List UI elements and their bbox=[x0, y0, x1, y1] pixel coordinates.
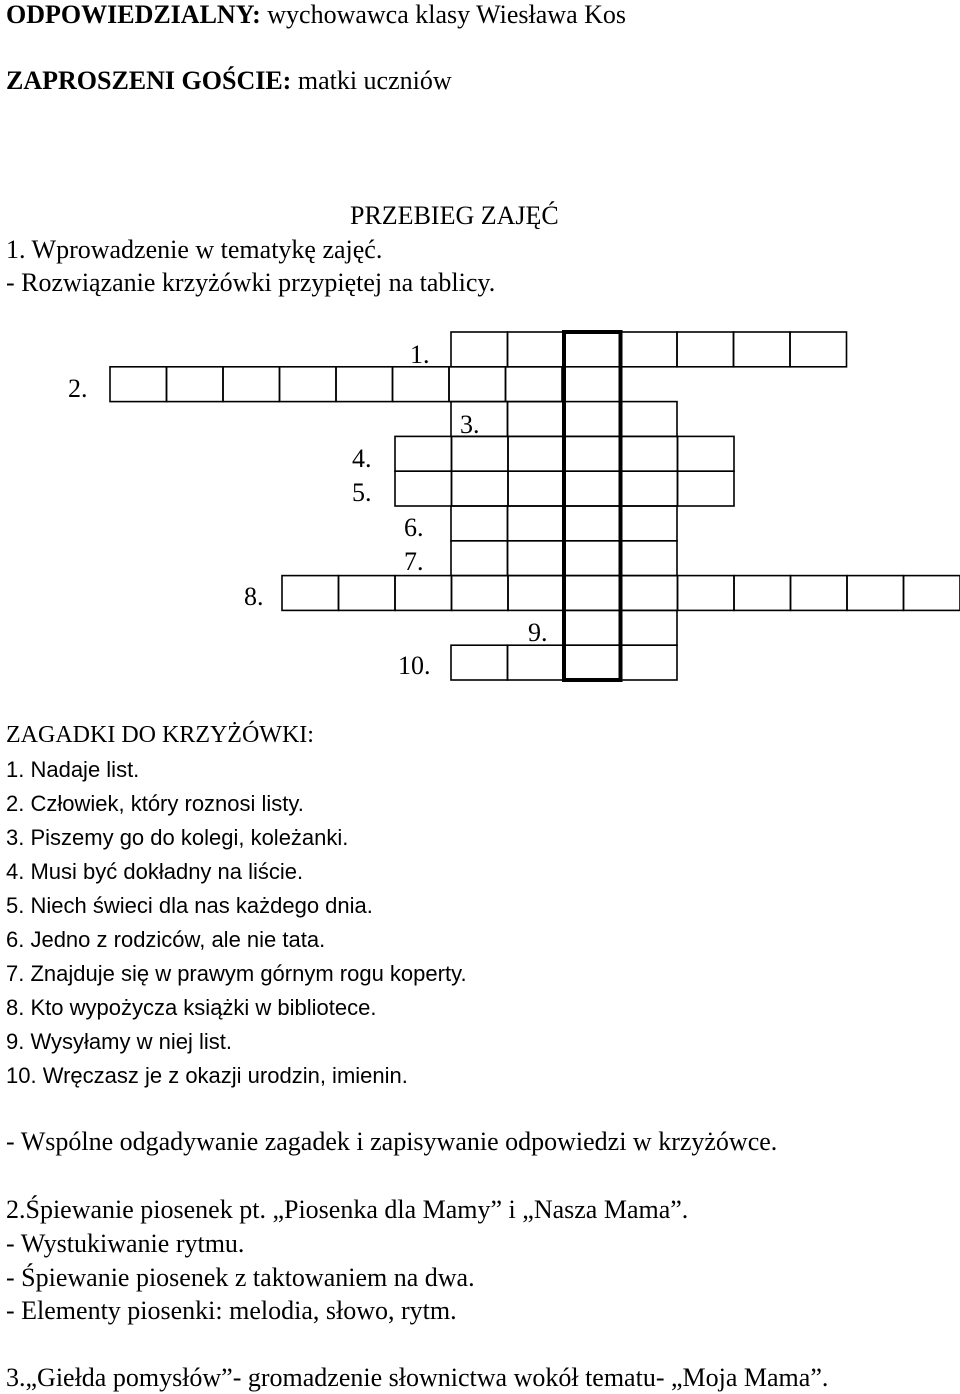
crossword-cell bbox=[508, 541, 565, 576]
crossword-cell bbox=[452, 436, 509, 471]
crossword-cell bbox=[565, 471, 622, 506]
crossword-cell bbox=[678, 436, 735, 471]
clue-item-5: 5. Niech świeci dla nas każdego dnia. bbox=[6, 893, 373, 918]
crossword-cell bbox=[564, 541, 621, 576]
crossword-number-3: 3. bbox=[460, 410, 480, 439]
crossword-number-10: 10. bbox=[398, 651, 431, 680]
crossword-number-9: 9. bbox=[528, 618, 548, 647]
crossword-number-5: 5. bbox=[352, 478, 372, 507]
crossword-cell bbox=[734, 576, 791, 611]
crossword-cell bbox=[621, 610, 678, 645]
crossword-cell bbox=[393, 367, 450, 402]
crossword-cell bbox=[395, 436, 452, 471]
crossword-cell bbox=[791, 576, 848, 611]
clue-item-8: 8. Kto wypożycza książki w bibliotece. bbox=[6, 995, 377, 1020]
clue-item-4: 4. Musi być dokładny na liście. bbox=[6, 859, 304, 884]
crossword-cell bbox=[564, 402, 621, 437]
crossword-cell bbox=[508, 506, 565, 541]
crossword-cell bbox=[110, 367, 167, 402]
crossword-cell bbox=[621, 471, 678, 506]
responsible-label: ODPOWIEDZIALNY: bbox=[6, 0, 261, 29]
activity-step-2-sub-1: - Wystukiwanie rytmu. bbox=[6, 1229, 245, 1258]
crossword-cell bbox=[564, 645, 621, 680]
crossword-cell bbox=[451, 506, 508, 541]
crossword-cell bbox=[677, 332, 734, 367]
clue-item-3: 3. Piszemy go do kolegi, koleżanki. bbox=[6, 825, 349, 850]
crossword-cell bbox=[452, 576, 509, 611]
clues-title: ZAGADKI DO KRZYŻÓWKI: bbox=[6, 722, 314, 748]
crossword-cell bbox=[508, 402, 565, 437]
crossword-cell bbox=[506, 367, 563, 402]
crossword-cell bbox=[904, 576, 960, 611]
intro-step-1-sub: - Rozwiązanie krzyżówki przypiętej na tablicy. bbox=[6, 268, 496, 297]
crossword-number-7: 7. bbox=[404, 547, 424, 576]
crossword-cell bbox=[621, 576, 678, 611]
crossword-number-1: 1. bbox=[410, 340, 430, 369]
crossword-cell bbox=[621, 436, 678, 471]
crossword-number-6: 6. bbox=[404, 513, 424, 542]
section-title: PRZEBIEG ZAJĘĆ bbox=[350, 201, 559, 230]
crossword-number-8: 8. bbox=[244, 582, 264, 611]
clue-item-7: 7. Znajduje się w prawym górnym rogu koperty. bbox=[6, 961, 467, 986]
activity-line-1: - Wspólne odgadywanie zagadek i zapisywanie odpowiedzi w krzyżówce. bbox=[6, 1127, 778, 1156]
crossword-cell bbox=[452, 471, 509, 506]
crossword-cell bbox=[451, 541, 508, 576]
crossword-cell bbox=[336, 367, 393, 402]
guests-value: matki uczniów bbox=[297, 66, 452, 95]
crossword-cell bbox=[621, 506, 678, 541]
crossword-cell bbox=[621, 332, 678, 367]
crossword-cell bbox=[282, 576, 339, 611]
crossword-cell bbox=[280, 367, 337, 402]
crossword-cell bbox=[565, 436, 622, 471]
crossword-cell bbox=[451, 402, 508, 437]
responsible-value: wychowawca klasy Wiesława Kos bbox=[267, 0, 627, 29]
crossword-cell bbox=[167, 367, 224, 402]
crossword-number-4: 4. bbox=[352, 444, 372, 473]
activity-step-2-sub-2: - Śpiewanie piosenek z taktowaniem na dwa. bbox=[6, 1263, 475, 1292]
crossword-cell bbox=[564, 506, 621, 541]
crossword-cell bbox=[790, 332, 847, 367]
clue-item-6: 6. Jedno z rodziców, ale nie tata. bbox=[6, 927, 326, 952]
clue-item-2: 2. Człowiek, który roznosi listy. bbox=[6, 791, 304, 816]
crossword-cell bbox=[678, 471, 735, 506]
crossword-cell bbox=[564, 332, 621, 367]
activity-step-2: 2.Śpiewanie piosenek pt. „Piosenka dla Mamy” i „Nasza Mama”. bbox=[6, 1195, 689, 1224]
crossword-cell bbox=[621, 402, 678, 437]
crossword-number-2: 2. bbox=[68, 374, 88, 403]
crossword-cell bbox=[621, 541, 678, 576]
crossword-cell bbox=[508, 576, 565, 611]
clue-item-1: 1. Nadaje list. bbox=[6, 757, 140, 782]
crossword-cell bbox=[564, 610, 621, 645]
crossword-cell bbox=[508, 436, 565, 471]
clue-item-10: 10. Wręczasz je z okazji urodzin, imienin. bbox=[6, 1063, 408, 1088]
crossword-cell bbox=[223, 367, 280, 402]
crossword-cell bbox=[451, 332, 508, 367]
activity-step-2-sub-3: - Elementy piosenki: melodia, słowo, rytm. bbox=[6, 1296, 457, 1325]
crossword-cell bbox=[395, 471, 452, 506]
crossword-cell bbox=[508, 332, 565, 367]
crossword-cell bbox=[395, 576, 452, 611]
crossword-cell bbox=[847, 576, 904, 611]
crossword-cell bbox=[621, 645, 678, 680]
crossword-cell bbox=[508, 471, 565, 506]
crossword-cell bbox=[734, 332, 791, 367]
crossword-cell bbox=[451, 645, 508, 680]
crossword-cell bbox=[339, 576, 396, 611]
clue-item-9: 9. Wysyłamy w niej list. bbox=[6, 1029, 232, 1054]
crossword-cell bbox=[508, 645, 565, 680]
intro-step-1: 1. Wprowadzenie w tematykę zajęć. bbox=[6, 235, 383, 264]
crossword-cell bbox=[449, 367, 506, 402]
crossword-cell bbox=[565, 576, 622, 611]
crossword-cell bbox=[678, 576, 735, 611]
guests-label: ZAPROSZENI GOŚCIE: bbox=[6, 66, 292, 95]
activity-step-3: 3.„Giełda pomysłów”- gromadzenie słownictwa wokół tematu- „Moja Mama”. bbox=[6, 1363, 829, 1392]
